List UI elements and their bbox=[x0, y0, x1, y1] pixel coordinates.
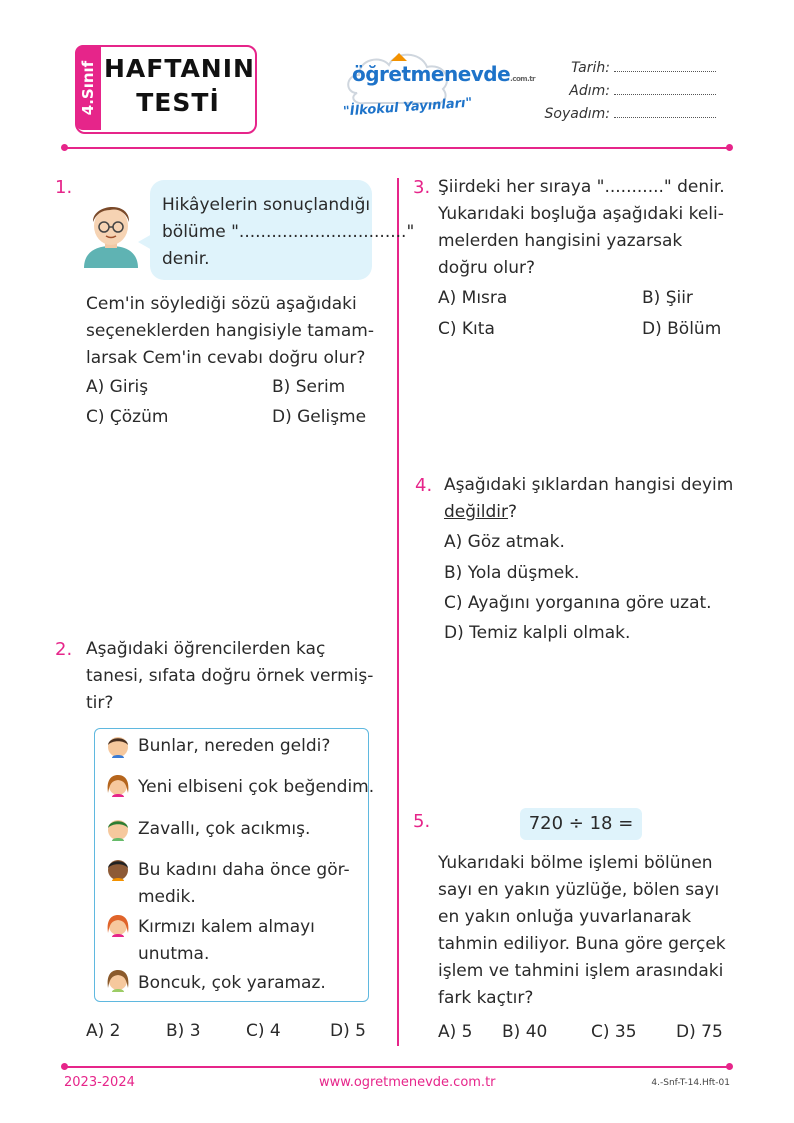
divider-dot bbox=[726, 1063, 733, 1070]
grade-tab bbox=[75, 45, 101, 130]
q1-option-d[interactable]: D) Gelişme bbox=[272, 407, 367, 427]
q2-option-a[interactable]: A) 2 bbox=[86, 1021, 121, 1041]
title-line-1: HAFTANIN bbox=[104, 54, 255, 83]
bottom-divider bbox=[64, 1066, 730, 1068]
q5-number: 5. bbox=[413, 811, 431, 832]
title-line-2: TESTİ bbox=[136, 88, 220, 117]
student-face-icon bbox=[106, 857, 130, 881]
surname-field[interactable]: Soyadım: bbox=[545, 106, 716, 122]
q4-question: Aşağıdaki şıklardan hangisi deyim değildir? bbox=[444, 475, 734, 522]
q3-option-c[interactable]: C) Kıta bbox=[438, 319, 495, 339]
top-divider bbox=[64, 147, 730, 149]
date-field[interactable]: Tarih: bbox=[571, 60, 716, 76]
school-year: 2023-2024 bbox=[64, 1075, 135, 1090]
page-title bbox=[104, 52, 255, 120]
q4-number: 4. bbox=[415, 475, 433, 496]
q1-option-b[interactable]: B) Serim bbox=[272, 377, 346, 397]
q3-question: Şiirdeki her sıraya "..........." denir. Yukarıdaki boşluğa aşağıdaki keli- melerden hangisini yazarsak doğru olur? bbox=[438, 177, 725, 278]
q5-option-d[interactable]: D) 75 bbox=[676, 1022, 723, 1042]
website-link[interactable]: www.ogretmenevde.com.tr bbox=[319, 1075, 496, 1090]
quote-line: Kırmızı kalem almayı unutma. bbox=[138, 917, 315, 964]
q4-option-a[interactable]: A) Göz atmak. bbox=[444, 532, 565, 552]
boy-avatar bbox=[80, 196, 142, 268]
student-face-icon bbox=[106, 817, 130, 841]
q3-number: 3. bbox=[413, 177, 431, 198]
division-box: 720 ÷ 18 = bbox=[520, 808, 642, 840]
q2-option-d[interactable]: D) 5 bbox=[330, 1021, 366, 1041]
q4-option-d[interactable]: D) Temiz kalpli olmak. bbox=[444, 623, 631, 643]
student-face-icon bbox=[106, 773, 130, 797]
q2-option-c[interactable]: C) 4 bbox=[246, 1021, 281, 1041]
divider-dot bbox=[61, 144, 68, 151]
student-face-icon bbox=[106, 913, 130, 937]
q3-option-d[interactable]: D) Bölüm bbox=[642, 319, 722, 339]
q4-option-b[interactable]: B) Yola düşmek. bbox=[444, 563, 580, 583]
grade-label: 4.Sınıf bbox=[79, 60, 97, 115]
quote-line: Yeni elbiseni çok beğendim. bbox=[138, 777, 375, 797]
column-divider bbox=[397, 178, 399, 1046]
q4-option-c[interactable]: C) Ayağını yorganına göre uzat. bbox=[444, 593, 712, 613]
name-blank[interactable] bbox=[614, 84, 716, 95]
q1-option-c[interactable]: C) Çözüm bbox=[86, 407, 169, 427]
q5-option-a[interactable]: A) 5 bbox=[438, 1022, 473, 1042]
name-field[interactable]: Adım: bbox=[569, 83, 716, 99]
document-code: 4.-Snf-T-14.Hft-01 bbox=[651, 1078, 730, 1088]
q2-option-b[interactable]: B) 3 bbox=[166, 1021, 201, 1041]
divider-dot bbox=[726, 144, 733, 151]
student-face-icon bbox=[106, 968, 130, 992]
q1-option-a[interactable]: A) Giriş bbox=[86, 377, 149, 397]
student-face-icon bbox=[106, 734, 130, 758]
q5-option-c[interactable]: C) 35 bbox=[591, 1022, 637, 1042]
surname-blank[interactable] bbox=[614, 107, 716, 118]
logo-slogan: "İlkokul Yayınları" bbox=[342, 95, 473, 120]
boy-with-glasses-icon bbox=[80, 196, 142, 268]
q5-question: Yukarıdaki bölme işlemi bölünen sayı en yakın yüzlüğe, bölen sayı en yakın onluğa yuvarlanarak tahmin ediliyor. Buna göre gerçek işlem ve tahmini işlem arasındaki fark kaçtır? bbox=[438, 853, 726, 1008]
quote-line: Bu kadını daha önce gör- medik. bbox=[138, 860, 350, 907]
q2-question: Aşağıdaki öğrencilerden kaç tanesi, sıfata doğru örnek vermiş- tir? bbox=[86, 639, 374, 713]
q1-question: Cem'in söylediği sözü aşağıdaki seçeneklerden hangisiyle tamam- larsak Cem'in cevabı doğru olur? bbox=[86, 294, 374, 368]
speech-text: Hikâyelerin sonuçlandığı bölüme "..............................." denir. bbox=[162, 195, 415, 269]
quote-line: Bunlar, nereden geldi? bbox=[138, 736, 331, 756]
q3-option-a[interactable]: A) Mısra bbox=[438, 288, 508, 308]
quote-line: Boncuk, çok yaramaz. bbox=[138, 973, 326, 993]
divider-dot bbox=[61, 1063, 68, 1070]
q2-number: 2. bbox=[55, 639, 73, 660]
q1-number: 1. bbox=[55, 177, 73, 198]
quote-line: Zavallı, çok acıkmış. bbox=[138, 819, 311, 839]
date-blank[interactable] bbox=[614, 61, 716, 72]
speech-bubble-tail bbox=[138, 234, 152, 250]
q3-option-b[interactable]: B) Şiir bbox=[642, 288, 693, 308]
q5-option-b[interactable]: B) 40 bbox=[502, 1022, 548, 1042]
negation-underline: değildir bbox=[444, 502, 508, 522]
logo-wordmark: öğretmenevde.com.tr bbox=[352, 62, 536, 86]
